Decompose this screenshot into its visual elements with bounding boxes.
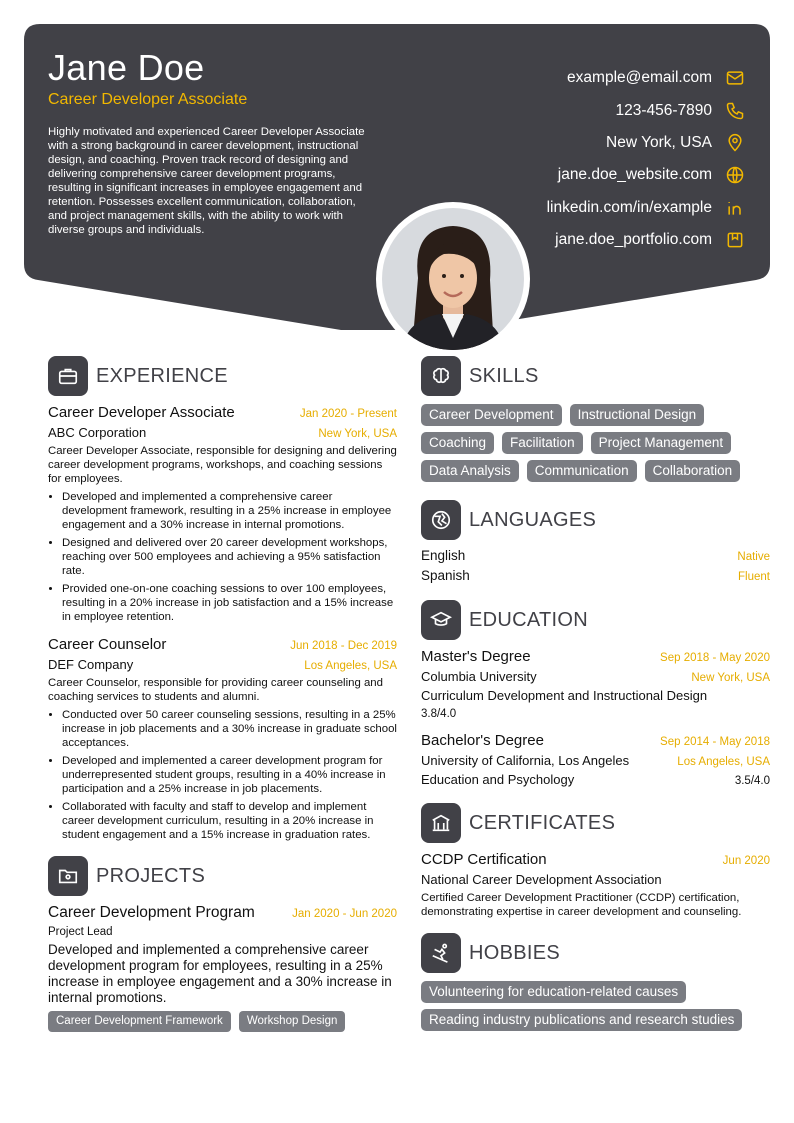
job-description: Career Counselor, responsible for providing career counseling and coaching services to students and alumni. — [48, 677, 383, 703]
education-date: Sep 2018 - May 2020 — [660, 652, 770, 664]
skiing-icon — [421, 933, 461, 973]
translate-icon — [421, 500, 461, 540]
company-name: DEF Company — [48, 657, 134, 672]
achievement-list — [48, 708, 397, 842]
phone-icon — [724, 100, 746, 122]
contact-location — [386, 127, 746, 159]
gpa: 3.8/4.0 — [421, 708, 457, 720]
school-location: Los Angeles, USA — [677, 756, 770, 768]
contact-website[interactable] — [386, 159, 746, 191]
project-tag: Career Development Framework — [48, 1011, 231, 1032]
gpa: 3.5/4.0 — [734, 775, 770, 787]
language-list — [421, 548, 770, 588]
education-section-header — [421, 600, 770, 640]
contact-phone-text[interactable]: 123-456-7890 — [615, 101, 712, 119]
job-location: New York, USA — [318, 428, 397, 440]
job-date: Jun 2018 - Dec 2019 — [290, 640, 397, 652]
project-description: Developed and implemented a comprehensive career development program for employees, resulting in a 25% increase in employee engagement and a 30% increase in internal promotions. — [48, 942, 392, 1005]
certificate-description: Certified Career Development Practitioner (CCDP) certification, demonstrating expertise in career development and counseling. — [421, 892, 742, 918]
contact-location-text: New York, USA — [606, 133, 712, 151]
certificate-title: CCDP Certification — [421, 851, 547, 868]
brain-icon — [421, 356, 461, 396]
project-tags — [48, 1011, 397, 1038]
portfolio-icon — [724, 229, 746, 251]
achievement-item: • Provided one-on-one coaching sessions to over 100 employees, resulting in a 20% increase in job satisfaction and a 15% increase in employee retention. — [62, 582, 397, 624]
contact-email-text[interactable]: example@email.com — [567, 69, 712, 87]
mail-icon — [724, 67, 746, 89]
project-title: Career Development Program — [48, 904, 255, 921]
certificates-heading: CERTIFICATES — [469, 811, 616, 834]
certificate-date: Jun 2020 — [722, 855, 770, 867]
experience-item — [48, 404, 397, 624]
achievement-item: • Developed and implemented a career development program for underrepresented student groups, resulting in a 40% increase in participation and a 25% increase in job placements. — [62, 754, 397, 796]
skill-tag: Data Analysis — [421, 460, 519, 482]
candidate-title: Career Developer Associate — [48, 91, 248, 108]
education-date: Sep 2014 - May 2018 — [660, 736, 770, 748]
degree-title: Bachelor's Degree — [421, 732, 544, 749]
project-item — [48, 904, 397, 1038]
skills-section-header — [421, 356, 770, 396]
project-tag: Workshop Design — [239, 1011, 346, 1032]
contact-portfolio-text[interactable]: jane.doe_portfolio.com — [555, 231, 712, 249]
globe-icon — [724, 164, 746, 186]
projects-heading: PROJECTS — [96, 864, 206, 887]
languages-heading: LANGUAGES — [469, 508, 597, 531]
job-title: Career Counselor — [48, 636, 167, 653]
language-level: Fluent — [738, 571, 770, 583]
language-level: Native — [737, 551, 770, 563]
experience-section-header — [48, 356, 397, 396]
achievement-item: • Designed and delivered over 20 career development workshops, reaching over 500 employees and achieving a 95% satisfaction rate. — [62, 536, 397, 578]
school-location: New York, USA — [691, 672, 770, 684]
language-name: English — [421, 548, 466, 563]
language-item — [421, 548, 770, 568]
skill-tag: Instructional Design — [570, 404, 705, 426]
hobbies-heading: HOBBIES — [469, 941, 561, 964]
certificates-section-header — [421, 803, 770, 843]
project-date: Jan 2020 - Jun 2020 — [292, 908, 397, 920]
field-of-study: Education and Psychology — [421, 772, 575, 787]
job-location: Los Angeles, USA — [304, 660, 397, 672]
certificate-issuer: National Career Development Association — [421, 872, 662, 887]
skills-heading: SKILLS — [469, 364, 539, 387]
job-description: Career Developer Associate, responsible for designing and delivering career development programs, workshops, and coaching sessions for employees. — [48, 445, 397, 485]
company-name: ABC Corporation — [48, 425, 147, 440]
skill-tag: Career Development — [421, 404, 562, 426]
hobby-tags — [421, 981, 770, 1037]
hobby-tag: Volunteering for education-related causes — [421, 981, 686, 1003]
achievement-list — [48, 490, 397, 624]
language-name: Spanish — [421, 568, 470, 583]
skill-tag: Facilitation — [502, 432, 583, 454]
experience-heading: EXPERIENCE — [96, 364, 228, 387]
left-column — [48, 356, 397, 1038]
job-date: Jan 2020 - Present — [299, 408, 397, 420]
skill-tag: Coaching — [421, 432, 494, 454]
profile-summary: Highly motivated and experienced Career Developer Associate with a strong background in career development, instructional design, and coaching. Proven track record of designing and delivering comprehensive career development programs, resulting in significant increases in employee engagement and retention. Possesses excellent communication, collaboration, and project management skills, with the ability to work with diverse groups and individuals. — [48, 126, 365, 236]
languages-section-header — [421, 500, 770, 540]
skill-tags — [421, 404, 770, 488]
degree-title: Master's Degree — [421, 648, 531, 665]
contact-linkedin-text[interactable]: linkedin.com/in/example — [546, 198, 712, 216]
hobby-tag: Reading industry publications and research studies — [421, 1009, 742, 1031]
folder-icon — [48, 856, 88, 896]
right-column — [421, 356, 770, 1037]
job-title: Career Developer Associate — [48, 404, 235, 421]
location-pin-icon — [724, 132, 746, 154]
education-item — [421, 732, 770, 787]
skill-tag: Collaboration — [645, 460, 741, 482]
profile-photo — [376, 202, 530, 356]
experience-item — [48, 636, 397, 842]
field-of-study: Curriculum Development and Instructional Design — [421, 688, 708, 703]
institution-icon — [421, 803, 461, 843]
achievement-item: • Conducted over 50 career counseling sessions, resulting in a 25% increase in job placements and a 30% increase in graduate school acceptances. — [62, 708, 397, 750]
project-role: Project Lead — [48, 926, 113, 938]
contact-email[interactable] — [386, 62, 746, 94]
contact-phone[interactable] — [386, 94, 746, 126]
school-name: Columbia University — [421, 669, 537, 684]
achievement-item: • Developed and implemented a comprehensive career development framework, resulting in a 25% increase in employee engagement and a 30% increase in internal promotions. — [62, 490, 397, 532]
graduation-cap-icon — [421, 600, 461, 640]
certificate-item — [421, 851, 770, 919]
hobbies-section-header — [421, 933, 770, 973]
language-item — [421, 568, 770, 588]
achievement-item: • Collaborated with faculty and staff to develop and implement career development curriculum, resulting in a 20% increase in student engagement and a 15% increase in graduation rates. — [62, 800, 397, 842]
candidate-name: Jane Doe — [48, 47, 205, 88]
skill-tag: Communication — [527, 460, 637, 482]
contact-website-text[interactable]: jane.doe_website.com — [557, 166, 712, 184]
education-heading: EDUCATION — [469, 608, 588, 631]
education-item — [421, 648, 770, 720]
profile-photo-image — [382, 208, 524, 350]
projects-section-header — [48, 856, 397, 896]
linkedin-icon — [724, 197, 746, 219]
briefcase-icon — [48, 356, 88, 396]
skill-tag: Project Management — [591, 432, 732, 454]
school-name: University of California, Los Angeles — [421, 753, 630, 768]
